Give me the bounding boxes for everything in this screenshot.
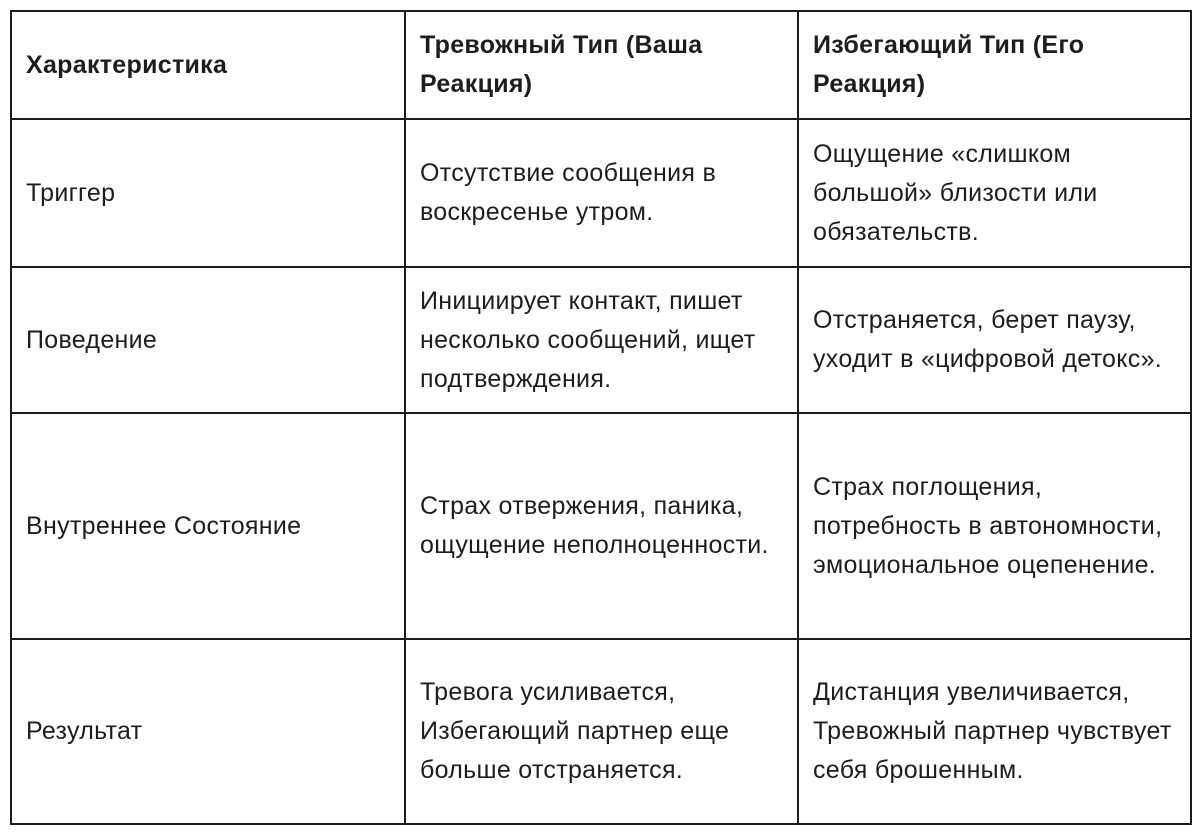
avoidant-cell: Страх поглощения, потребность в автономности, эмоциональное оцепенение. [798, 413, 1191, 639]
anxious-cell: Отсутствие сообщения в воскресенье утром. [405, 119, 798, 267]
table-row [11, 119, 1191, 267]
header-row [11, 11, 1191, 119]
header-anxious-type: Тревожный Тип (Ваша Реакция) [405, 11, 798, 119]
avoidant-cell: Дистанция увеличивается, Тревожный партнер чувствует себя брошенным. [798, 639, 1191, 824]
table-row [11, 267, 1191, 413]
header-avoidant-type: Избегающий Тип (Его Реакция) [798, 11, 1191, 119]
characteristic-cell: Внутреннее Состояние [11, 413, 405, 639]
header-characteristic: Характеристика [11, 11, 405, 119]
avoidant-cell: Ощущение «слишком большой» близости или обязательств. [798, 119, 1191, 267]
characteristic-cell: Результат [11, 639, 405, 824]
anxious-cell: Тревога усиливается, Избегающий партнер еще больше отстраняется. [405, 639, 798, 824]
characteristic-cell: Поведение [11, 267, 405, 413]
table-row [11, 413, 1191, 639]
anxious-cell: Инициирует контакт, пишет несколько сообщений, ищет подтверждения. [405, 267, 798, 413]
comparison-table [10, 10, 1192, 825]
characteristic-cell: Триггер [11, 119, 405, 267]
avoidant-cell: Отстраняется, берет паузу, уходит в «цифровой детокс». [798, 267, 1191, 413]
anxious-cell: Страх отвержения, паника, ощущение неполноценности. [405, 413, 798, 639]
table-row [11, 639, 1191, 824]
